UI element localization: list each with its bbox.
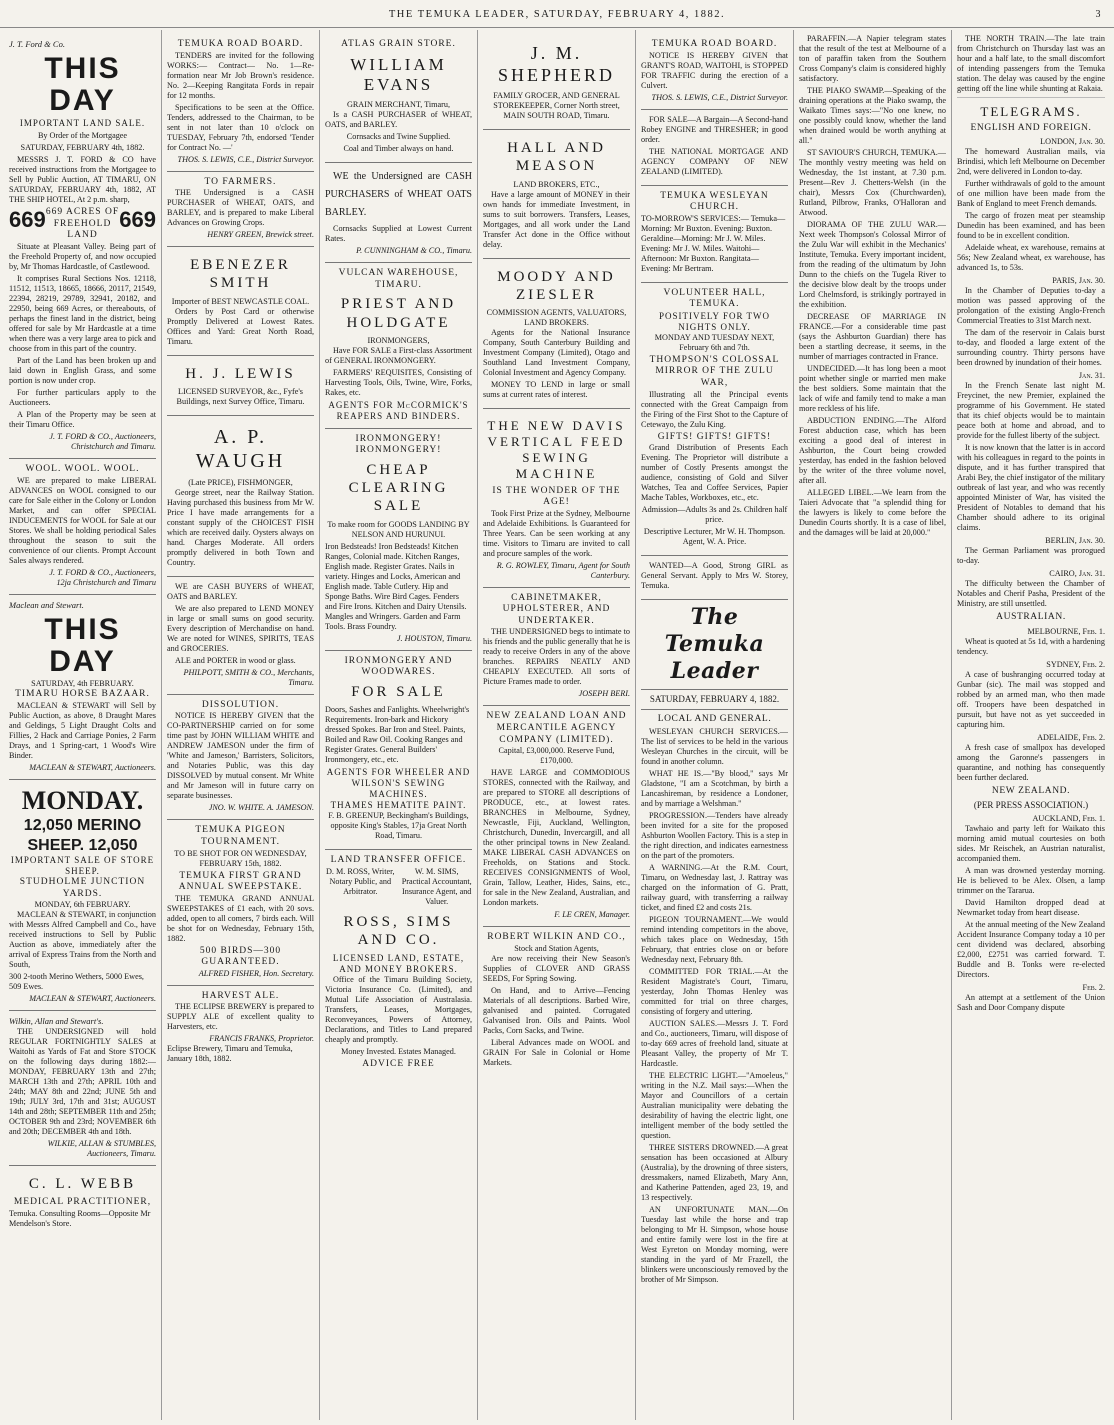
telegrams-heading: TELEGRAMS. <box>980 104 1082 119</box>
ad-heading: CABINETMAKER, UPHOLSTERER, AND UNDERTAKER. <box>502 592 611 626</box>
ad-body: Coal and Timber always on hand. <box>343 144 454 154</box>
news-item: Adelaide wheat, ex warehouse, remains at 56s; New Zealand wheat, ex warehouse, has advanced 1s, to 53s. <box>957 243 1105 273</box>
news-item: A WARNING.—At the R.M. Court, Timaru, on Wednesday last, J. Rattray was charged on the information of G. Pratt, railway guard, with transferring a railway ticket, and fined £2 and costs 21s. <box>641 863 788 913</box>
ad-date: SATURDAY, FEBRUARY 4th, 1882. <box>20 143 145 153</box>
ad-subheading: THAMES HEMATITE PAINT. <box>330 800 467 811</box>
ad-ebenezer <box>167 247 314 356</box>
ad-body: On Hand, and to Arrive—Fencing Materials of all descriptions. Barbed Wire, galvanised and painted. Corrugated Galvanised Iron. Oils and Paints. Wool Packs, Corn Sacks, and Twine. <box>483 985 630 1035</box>
news-item: WESLEYAN CHURCH SERVICES.—The list of services to be held in the various Wesleyan Churches in the circuit, will be found in another column. <box>641 727 788 767</box>
ad-name: THE NEW DAVIS VERTICAL FEED SEWING MACHINE <box>487 418 626 481</box>
ad-body: Money Invested. Estates Managed. <box>341 1047 456 1057</box>
dateline: BERLIN, Jan. 30. <box>1045 536 1105 546</box>
ad-signature: THOS. S. LEWIS, C.E., District Surveyor. <box>177 154 314 164</box>
ad-subheading: TIMARU HORSE BAZAAR. <box>15 689 150 699</box>
ad-body: Temuka. Consulting Rooms—Opposite Mr Mendelson's Store. <box>9 1208 151 1228</box>
news-item: ALLEGED LIBEL.—We learn from the Taieri Advocate that "a splendid thing for the lawyers is likely to come before the Dunedin Courts shortly. It is a case of libel, and the damages will be laid at 20,000." <box>799 488 946 537</box>
news-item: THREE SISTERS DROWNED.—A great sensation has been occasioned at Albury (Australia), by the drowning of three sisters, dressmakers, named Elizabeth, Mary Ann, and Katherine Pattenden, aged 23, 19, and 13 respectively. <box>641 1143 788 1203</box>
ad-name: WILLIAM EVANS <box>350 54 447 95</box>
ad-heading: WE are CASH BUYERS of WHEAT, OATS and BARLEY. <box>167 581 314 601</box>
ad-clearing-sale <box>325 429 472 651</box>
ad-subheading: THOMPSON'S COLOSSAL MIRROR OF THE ZULU WAR, <box>649 354 780 388</box>
dateline: CAIRO, Jan. 31. <box>1049 569 1105 579</box>
ad-merino-sale <box>9 780 156 1012</box>
ad-body: TO BE SHOT FOR ON WEDNESDAY, FEBRUARY 15th, 1882. <box>174 848 307 868</box>
news-item: It is now known that the latter is in accord with his colleagues in regard to the points in dispute, and it has further transpired that Arabi Bey, the chief instigator of the military outbreak of last year, and who was recently appointed Minister of War, has visited the President of Notables to demand that his Chamber should adhere to its original claims. <box>957 443 1105 533</box>
ad-body: A Plan of the Property may be seen at their Timaru Office. <box>9 410 156 430</box>
ad-subheading: COMMISSION AGENTS, VALUATORS, LAND BROKERS. <box>486 308 627 328</box>
divider <box>641 709 788 710</box>
ad-subheading: (Late PRICE), FISHMONGER, <box>188 477 293 487</box>
dateline: PARIS, Jan. 30. <box>1052 276 1105 286</box>
ad-vulcan <box>325 263 472 429</box>
dateline: LONDON, Jan. 30. <box>1040 137 1105 147</box>
ad-signature: J. T. FORD & CO., Auctioneers, <box>49 432 156 442</box>
partners-row <box>325 867 472 909</box>
ad-body: THE TEMUKA GRAND ANNUAL SWEEPSTAKES of £1 each, with 20 sovs. added, open to all comers, 7 birds each. Will be shot for on Wednesday, February 15th, 1882. <box>167 893 314 943</box>
ad-subheading: IS THE WONDER OF THE AGE! <box>492 485 621 508</box>
ad-subheading: IRONMONGERS, <box>367 335 430 345</box>
news-item: PARAFFIN.—A Napier telegram states that the result of the test at Melbourne of a ton of paraffin taken from the Southern Cross Company's claim is considered highly satisfactory. <box>799 34 946 83</box>
ad-body: THE NATIONAL MORTGAGE AND AGENCY COMPANY OF NEW ZEALAND (LIMITED). <box>641 146 788 176</box>
ad-wilkin <box>483 927 630 1076</box>
news-item: WHAT HE IS.—"By blood," says Mr Gladstone, "I am a Scotchman, by birth a Lancashireman, by residence a Londoner, and by marriage a Welshman." <box>641 769 788 809</box>
ad-road-notice <box>641 34 788 110</box>
ad-body: Liberal Advances made on WOOL and GRAIN For Sale in Colonial or Home Markets. <box>483 1037 630 1067</box>
ad-farmers <box>167 172 314 248</box>
ad-for-sale <box>641 110 788 186</box>
ad-heading: VULCAN WAREHOUSE, TIMARU. <box>338 268 459 290</box>
masthead <box>0 0 1114 28</box>
ad-body: FARMERS' REQUISITES, Consisting of Harvesting Tools, Oils, Twine, Wire, Forks, Rakes, etc. <box>325 367 472 397</box>
dateline: MELBOURNE, Feb. 1. <box>1027 627 1105 637</box>
ad-subheading: AGENTS FOR McCORMICK'S REAPERS AND BINDERS. <box>328 399 469 421</box>
ad-body: TO-MORROW'S SERVICES:— Temuka—Morning: Mr Buxton. Evening: Buxton. Geraldine—Morning: Mr J. W. Miles. Evening: Mr J. W. Miles. Waitohi—Afternoon: Mr Buxton. Rangitata—Evening: Mr Bertram. <box>641 213 786 273</box>
ad-body: TENDERS are invited for the following WORKS:— Contract— No. 1—Re-formation near Mr Job Brown's residence. No. 2—Keeping Rangitata Fords in repair for 12 months. <box>167 50 314 100</box>
column-6 <box>794 30 952 1420</box>
news-item: In the Chamber of Deputies to-day a motion was passed approving of the prolongation of the existing Anglo-French Commercial Treaties to 31st March next. <box>957 286 1105 326</box>
section-heading: AUSTRALIAN. <box>996 612 1066 623</box>
ad-signature: PHILPOTT, SMITH & CO., Merchants, Timaru. <box>183 667 314 687</box>
ad-heading: TEMUKA WESLEYAN CHURCH. <box>660 190 769 213</box>
ad-signature: JNO. W. WHITE. A. JAMESON. <box>208 803 314 813</box>
news-item: DIORAMA OF THE ZULU WAR.—Next week Thompson's Colossal Mirror of the Zulu War will exhibit in the Mechanics' Institute, Temuka. Every important incident, from the reading of the ultimatum by John Dunn to the chiefs on the Tugela River to the decisive blow dealt by the troops under Lord Chelmsford, is strikingly portrayed in the exhibition. <box>799 220 946 309</box>
ad-name: C. L. WEBB <box>28 1175 137 1192</box>
ad-wesleyan <box>641 186 788 283</box>
section-heading: NEW ZEALAND. <box>991 786 1071 797</box>
ad-subheading: GRAIN MERCHANT, Timaru, <box>346 100 451 110</box>
ad-body: MONEY TO LEND in large or small sums at current rates of interest. <box>483 380 630 400</box>
ad-body: Are now receiving their New Season's Supplies of CLOVER AND GRASS SEEDS, For Spring Sowing. <box>483 953 630 983</box>
ad-road-board <box>167 34 314 172</box>
newspaper-title: The Temuka Leader <box>664 604 765 684</box>
news-item: AN UNFORTUNATE MAN.—On Tuesday last while the horse and trap belonging to Mr H. Simpson, whose house and entire family were lost in the fire at West Eyreton on Monday morning, were standing in the yard of Mr Frazell, the blinkers were unconsciously removed by the brother of Mr Simpson. <box>641 1205 788 1285</box>
news-item: UNDECIDED.—It has long been a moot point whether single or married men make the best soldiers. Some maintain that the lack of wife and family tend to make a man more reckless of his life. <box>799 364 946 413</box>
news-item: ST SAVIOUR'S CHURCH, TEMUKA.—The monthly vestry meeting was held on Wednesday, the 1st instant, at 7.30 p.m. Present—Rev J. Chetters-Welsh (in the chair), Messrs Cox (Churchwarden), Rutland, Pilbrow, Franks, O'Halloran and Atwood. <box>799 148 946 217</box>
ad-signature: HENRY GREEN, Brewick street. <box>207 230 314 240</box>
ad-body: WE are prepared to make LIBERAL ADVANCES on WOOL consigned to our care for Sale either in the Colony or London Market, and can offer SPECIAL INDUCEMENTS for WOOL for Sale at our Stores. We shall be holding periodical Sales throughout the season to suit the convenience of our clients. Prompt Account Sales always rendered. <box>9 475 156 565</box>
news-item: Tawhaio and party left for Waikato this morning amid mutual courtesies on both sides. Mr Reischek, an Austrian naturalist, accompanied them. <box>957 823 1105 863</box>
ad-body: D. M. ROSS, Writer, Notary Public, and Arbitrator. <box>325 866 395 896</box>
ad-head: Wilkin, Allan and Stewart's. <box>9 1016 104 1027</box>
ad-subheading: 500 BIRDS—300 GUARANTEED. <box>199 945 282 968</box>
ad-webb <box>9 1166 156 1237</box>
ad-harvest <box>167 986 314 1073</box>
ad-atlas <box>325 34 472 163</box>
ad-body: Descriptive Lecturer, Mr W. H. Thompson. Agent, W. A. Price. <box>643 527 786 547</box>
section-heading: ENGLISH AND FOREIGN. <box>970 122 1092 133</box>
ad-heading: TEMUKA ROAD BOARD. <box>651 39 778 49</box>
ad-moody-ziesler <box>483 259 630 410</box>
ad-maclean-bazaar <box>9 595 156 780</box>
ad-tournament <box>167 820 314 985</box>
ad-body: Specifications to be seen at the Office. Tenders, addressed to the Chairman, to be sent in not later than 10 o'clock on TUESDAY, February 7th, endorsed 'Tender for Contract No. —' <box>167 102 314 152</box>
ad-body: To make room for GOODS LANDING BY NELSON AND HURUNUI. <box>327 519 470 539</box>
merino-heading: 12,050 MERINO SHEEP. 12,050 <box>23 817 142 854</box>
ad-body: THE Undersigned is a CASH PURCHASER of WHEAT, OATS, and BARLEY, and is prepared to make Liberal Advances on Growing Crops. <box>167 188 314 228</box>
this-day-heading: THIS DAY <box>44 613 121 678</box>
news-item: Further withdrawals of gold to the amount of one million have been made from the Bank of England to meet French demands. <box>957 179 1105 209</box>
dateline: AUCKLAND, Feb. 1. <box>1032 813 1105 823</box>
ad-body: FAMILY GROCER, AND GENERAL STOREKEEPER, Corner North street, MAIN SOUTH ROAD, Timaru. <box>493 90 620 120</box>
news-item: COMMITTED FOR TRIAL.—At the Resident Magistrate's Court, Timaru, yesterday, John Thomas Henley was committed for trial on three charges, consisting of forgery and uttering. <box>641 967 788 1017</box>
ad-wool <box>9 459 156 595</box>
section-heading: LOCAL AND GENERAL. <box>657 713 772 724</box>
ad-signature: ALFRED FISHER, Hon. Secretary. <box>198 968 314 978</box>
ad-body: Took First Prize at the Sydney, Melbourne and Adelaide Exhibitions. Is Guaranteed for Three Years. Can be seen working at any time. Visitors to Timaru are invited to call and procure samples of the work. <box>483 508 630 558</box>
ad-signature: J. T. FORD & CO., Auctioneers, <box>49 567 156 577</box>
ad-cabinetmaker <box>483 588 630 707</box>
news-item: David Hamilton dropped dead at Newmarket today from heart disease. <box>957 897 1105 917</box>
ad-dissolution <box>167 695 314 821</box>
ad-body: For further particulars apply to the Auctioneers. <box>9 388 156 408</box>
ad-heading: ADVICE FREE <box>362 1059 435 1070</box>
ad-body: NOTICE IS HEREBY GIVEN that the CO-PARTNERSHIP carried on for some time past by JOHN WILLIAM WHITE and ANDREW JAMESON under the firm of 'White and Jameson,' Barristers, Solicitors, and Notaries Public, was this day DISSOLVED by mutual consent. Mr White and Mr Jameson will in future carry on separate businesses. <box>167 711 314 801</box>
ad-name: FOR SALE <box>351 683 446 700</box>
masthead-title: THE TEMUKA LEADER, SATURDAY, FEBRUARY 4, 1882. <box>388 9 726 20</box>
news-item: AUCTION SALES.—Messrs J. T. Ford and Co., auctioneers, Timaru, will dispose of to-day 669 acres of freehold land, situate at Pleasant Valley, the property of Mr T. Hardcastle. <box>641 1019 788 1069</box>
ad-signature: P. CUNNINGHAM & CO., Timaru. <box>356 246 472 256</box>
news-item: The homeward Australian mails, via Brindisi, which left Melbourne on December 2nd, were delivered in London to-day. <box>957 147 1105 177</box>
column-3 <box>320 30 478 1420</box>
ad-head: J. T. Ford & Co. <box>9 39 65 49</box>
ad-heading: IRONMONGERY AND WOODWARES. <box>344 655 453 678</box>
ad-address: 12ja Christchurch and Timaru <box>56 577 156 587</box>
ad-lewis <box>167 356 314 416</box>
ad-body: FOR SALE—A Bargain—A Second-hand Robey ENGINE and THRESHER; in good order. <box>641 114 788 144</box>
ad-body: F. B. GREENUP, Beckingham's Buildings, opposite King's Stables, 17ja Great North Road, Timaru. <box>328 811 469 841</box>
dateline: Jan. 31. <box>1078 371 1105 381</box>
ad-body: It comprises Rural Sections Nos. 12118, 11512, 11513, 18665, 18666, 20117, 21549, 22394, 28219, 29789, 32941, 20182, and 22950, being 669 Acres, or thereabouts, of perhaps the finest land in the district, being offered for sale by Mr Hardcastle at a time when there was a very large area to pick and choose from in this part of the country. <box>9 274 156 354</box>
ad-cunningham <box>325 163 472 263</box>
ad-signature: R. G. ROWLEY, Timaru, Agent for South Canterbury. <box>496 560 630 580</box>
ad-waugh <box>167 416 314 577</box>
ad-name: H. J. LEWIS <box>185 365 296 382</box>
acres-number: 669 <box>9 207 46 233</box>
column-5 <box>636 30 794 1420</box>
ad-ford-land-sale <box>9 34 156 459</box>
divider <box>957 97 1105 98</box>
news-item: DECREASE OF MARRIAGE IN FRANCE.—For a considerable time past (says the Ashburton Guardian) there has been a startling decrease, it seems, in the number of marriages contracted in France. <box>799 312 946 361</box>
ad-body: Is a CASH PURCHASER of WHEAT, OATS, and BARLEY. <box>325 110 472 130</box>
ad-hall-meason <box>483 130 630 259</box>
acres-row <box>9 207 156 242</box>
ad-body: THE ECLIPSE BREWERY is prepared to SUPPLY ALE of excellent quality to Harvesters, etc. <box>167 1002 314 1032</box>
divider <box>641 689 788 690</box>
ad-name: MOODY AND ZIESLER <box>497 268 616 303</box>
ad-subheading: Stock and Station Agents, <box>514 943 599 953</box>
ad-head: Maclean and Stewart. <box>9 599 84 610</box>
news-item: The difficulty between the Chamber of Notables and Cherif Pasha, President of the Ministry, are still unsettled. <box>957 579 1105 609</box>
news-item: An attempt at a settlement of the Union Sash and Door Company dispute <box>957 992 1105 1012</box>
ad-heading: ATLAS GRAIN STORE. <box>341 39 456 49</box>
ad-subheading: Importer of BEST NEWCASTLE COAL. <box>171 296 310 306</box>
ad-body: THE UNDERSIGNED will hold REGULAR FORTNIGHTLY SALES at Waitohi as Yards of Fat and Store STOCK on the following days during 1882:— MONDAY, FEBRUARY 13th and 27th; MARCH 13th and 27th; APRIL 10th and 24th; MAY 8th and 22nd; JUNE 5th and 19th; JULY 3rd, 17th and 31st; AUGUST 14th and 28th; SEPTEMBER 11th and 25th; OCTOBER 9th and 23rd; NOVEMBER 6th and 20th; DECEMBER 4th and 18th. <box>9 1026 156 1136</box>
ad-body: Doors, Sashes and Fanlights. Wheelwright's Requirements. Iron-bark and Hickory dressed Spokes. Bar Iron and Steel. Paints, Boiled and Raw Oil. Cooking Ranges and Register Grates. General Builders' Ironmongery, etc., etc. <box>325 705 470 765</box>
ad-subheading: STUDHOLME JUNCTION YARDS. <box>19 877 146 899</box>
ad-subheading: IMPORTANT LAND SALE. <box>19 118 146 129</box>
ad-heading: WOOL. WOOL. WOOL. <box>25 464 140 475</box>
dateline: SYDNEY, Feb. 2. <box>1046 660 1105 670</box>
news-item: The German Parliament was prorogued to-day. <box>957 546 1105 566</box>
ad-address: Christchurch and Timaru. <box>71 442 156 452</box>
ad-date: MONDAY, 6th FEBRUARY. <box>34 900 131 910</box>
ad-woodwares <box>325 651 472 850</box>
ad-body: HAVE LARGE and COMMODIOUS STORES, connected with the Railway, and are prepared to STORE all descriptions of PRODUCE, etc., at lowest rates. BRANCHES in Melbourne, Sydney, Newcastle, Fiji, Auckland, Wellington, Christchurch, Dunedin, Invercargill, and all the other principal towns in New Zealand. MAKE LIBERAL CASH ADVANCES on Freeholds, on Stations and Stock. RECEIVES CONSIGNMENTS of Wool, Grain, Tallow, Leather, Hides, Sains, etc., for sale in the New Zealand, Australian, and London markets. <box>483 768 630 908</box>
column-1 <box>4 30 162 1420</box>
news-item: At the annual meeting of the New Zealand Accident Insurance Company today a 10 per cent dividend was declared, absorbing £2,000, £2751 was carried forward. T. Buddle and B. Tonks were re-elected Directors. <box>957 919 1105 979</box>
ad-wanted <box>641 556 788 600</box>
ad-heading: LAND TRANSFER OFFICE. <box>330 855 467 866</box>
ad-signature: WILKIE, ALLAN & STUMBLES, Auctioneers, Timaru. <box>47 1138 156 1158</box>
ad-nz-loan <box>483 706 630 927</box>
ad-subheading: IMPORTANT SALE OF STORE SHEEP. <box>10 855 155 877</box>
acres-number: 669 <box>119 207 156 233</box>
news-item: ABDUCTION ENDING.—The Alford Forest abduction case, which has been exciting a good deal of interest in Ashburton, the Court being crowded yesterday, has ended in the fashion beloved by the writer of the three volume novel, after all. <box>799 416 946 485</box>
ad-heading: TEMUKA PIGEON TOURNAMENT. <box>195 825 286 847</box>
ad-body: Eclipse Brewery, Timaru and Temuka, January 18th, 1882. <box>167 1044 293 1064</box>
news-item: THE PIAKO SWAMP.—Speaking of the draining operations at the Piako swamp, the Waikato Times says:—"No one knew, no one possibly could know, whether the land when drained would be worth anything at all." <box>799 86 946 145</box>
news-item: The dam of the reservoir in Calais burst to-day, and flooded a large extent of the surrounding country. Thirty persons have been drowned by inundation of their homes. <box>957 328 1105 368</box>
ad-heading: NEW ZEALAND LOAN AND MERCANTILE AGENCY COMPANY (LIMITED). <box>486 711 627 745</box>
ad-body: Situate at Pleasant Valley. Being part of the Freehold Property of, and now occupied by, Mr Thomas Hardcastle, of Castlewood. <box>9 242 156 272</box>
column-7 <box>952 30 1110 1420</box>
ad-name: CHEAP CLEARING SALE <box>348 461 449 515</box>
ad-body: THE UNDERSIGNED begs to intimate to his friends and the public generally that he is ready to receive Orders in any of the above branches. REPAIRS NEATLY AND CHEAPLY EXECUTED. All sorts of Picture Frames made to order. <box>483 627 630 687</box>
ad-name: J. M. SHEPHERD <box>497 43 615 85</box>
ad-date: SATURDAY, 4th FEBRUARY. <box>31 679 134 688</box>
ad-wilkie <box>9 1011 156 1165</box>
ad-subheading: LAND BROKERS, ETC., <box>513 179 600 189</box>
acres-label: 669 ACRES OF FREEHOLD LAND <box>45 207 120 241</box>
ad-body: Orders by Post Card or otherwise Promptly Delivered at Lowest Rates. Offices and Yard: Great North Road, Timaru. <box>167 306 314 346</box>
ad-body: Cornsacks and Twine Supplied. <box>346 132 451 142</box>
news-item: THE ELECTRIC LIGHT.—"Amoeleus," writing in the N.Z. Mail says:—When the Mayor and Councillors of a certain Australian municipality were debating the desirability of having the electric light, one intelligent member of the body settled the question. <box>641 1071 788 1141</box>
columns <box>4 30 1110 1420</box>
ad-body: Have FOR SALE a First-class Assortment of GENERAL IRONMONGERY. <box>325 345 472 365</box>
ad-body: Grand Distribution of Presents Each Evening. The Proprietor will distribute a number of Costly Presents amongst the audience, consisting of Gold and Silver Watches, Tea and Coffee Services, Papier Mache Tables, Workboxes, etc., etc. <box>641 443 788 503</box>
ad-shepherd <box>483 34 630 130</box>
ad-body: ALE and PORTER in wood or glass. <box>175 655 296 665</box>
ad-davis <box>483 409 630 588</box>
ad-body: Have a large amount of MONEY in their own hands for immediate Investment, in sums to suit borrowers. Transfers, Leases, Mortgages, and all work under the Land Transfer Act done in the Office without delay. <box>483 189 630 249</box>
news-item: The cargo of frozen meat per steamship Dunedin has been examined, and has been found to be in excellent condition. <box>957 211 1105 241</box>
dateline: ADELAIDE, Feb. 2. <box>1037 733 1105 743</box>
news-item: PIGEON TOURNAMENT.—We would remind intending competitors in the above, which takes place on Wednesday, 15th February, that entries close on or before Wednesday next, February 8th. <box>641 915 788 965</box>
news-item: In the French Senate last night M. Freycinet, the new Premier, explained the programme of his Government. He stated that its chief objects would be to maintain peace both at home and abroad, and to provide for the fullest liberty of the subject. <box>957 381 1105 441</box>
ad-body: MESSRS J. T. FORD & CO have received instructions from the Mortgagee to Sell by Public Auction, AT TIMARU, ON SATURDAY, FEBRUARY 4th, 1882, AT THE SHIP HOTEL, At 2 p.m. sharp, <box>9 155 156 205</box>
column-4 <box>478 30 636 1420</box>
ad-body: George street, near the Railway Station. Having purchased this business from Mr W. Price I have made arrangements for a constant supply of the CHOICEST FISH which are received daily. Oysters always on hand. Charges Moderate. All orders promptly delivered in both Town and Country. <box>167 487 314 567</box>
ad-body: Office of the Timaru Building Society, Victoria Insurance Co. (Limited), and Mutual Life Association of Australasia. Transfers, Leases, Mortgages, Reconveyances, Powers of Attorney, Declarations, and Titles to Land prepared cheaply and promptly. <box>325 975 472 1045</box>
ad-heading: DISSOLUTION. <box>201 699 280 710</box>
ad-body: MONDAY AND TUESDAY NEXT, February 6th and 7th. <box>654 332 775 352</box>
column-2 <box>162 30 320 1420</box>
ad-name: A. P. WAUGH <box>195 426 286 473</box>
dateline: Feb. 2. <box>1082 982 1105 992</box>
ad-body: Admission—Adults 3s and 2s. Children half price. <box>641 505 788 525</box>
ad-subheading: LICENSED LAND, ESTATE, AND MONEY BROKERS. <box>332 953 465 975</box>
ad-subheading: AGENTS FOR WHEELER AND WILSON'S SEWING MACHINES. <box>326 767 471 800</box>
ad-name: HALL AND MEASON <box>507 139 606 175</box>
ad-body: Agents for the National Insurance Company, South Canterbury Building and Investment Company (Limited), Otago and Southland Land Investment Company, Colonial Investment and Agency Company. <box>483 328 630 378</box>
ad-cash-buyers <box>167 577 314 695</box>
news-item: PROGRESSION.—Tenders have already been invited for a site for the proposed Ashburton Woollen Factory. This is a step in the right direction, and indicates earnestness on the part of the promoters. <box>641 811 788 861</box>
page-number: 3 <box>1095 9 1102 20</box>
ad-body: MACLEAN & STEWART will Sell by Public Auction, as above, 8 Draught Mares and Geldings, 5 Light Draught Colts and Fillies, 2 Hack and Carriage Ponies, 2 Farm Drays, and 1 Spring-cart, 1 Wood's Wire Binder. <box>9 700 156 760</box>
press-association: (PER PRESS ASSOCIATION.) <box>973 799 1089 810</box>
ad-signature: THOS. S. LEWIS, C.E., District Surveyor. <box>651 92 788 102</box>
ad-heading: HARVEST ALE. <box>201 990 280 1001</box>
ad-text: By Order of the Mortgagee <box>37 131 128 141</box>
ad-subheading: TEMUKA FIRST GRAND ANNUAL SWEEPSTAKE. <box>178 870 303 893</box>
ad-land-transfer <box>325 850 472 1077</box>
ad-body: NOTICE IS HEREBY GIVEN that GRANT'S ROAD, WAITOHI, is STOPPED FOR TRAFFIC during the erection of a Culvert. <box>641 50 788 90</box>
news-item: A case of bushranging occurred today at Gunbar (sic). The mail was stopped and robbed by an armed man, who then made off. Troopers have been despatched in pursuit, but have not as yet succeeded in capturing him. <box>957 670 1105 730</box>
monday-heading: MONDAY. <box>21 785 144 815</box>
ad-body: MACLEAN & STEWART, in conjunction with Messrs Alfred Campbell and Co., have received instructions to Sell by Public Auction as above, immediately after the arrival of Express Trains from the North and South, <box>9 910 156 970</box>
ad-subheading: MEDICAL PRACTITIONER, <box>13 1197 152 1208</box>
ad-body: WANTED—A Good, Strong GIRL as General Servant. Apply to Mrs W. Storey, Temuka. <box>641 561 788 591</box>
ad-name: PRIEST AND HOLDGATE <box>340 296 457 331</box>
ad-body: 300 2-tooth Merino Wethers, 5000 Ewes, 509 Ewes. <box>9 972 144 992</box>
ad-signature: F. LE CREN, Manager. <box>554 910 630 920</box>
ad-zulu-war <box>641 283 788 556</box>
ad-signature: MACLEAN & STEWART, Auctioneers. <box>29 762 156 772</box>
news-item: THE NORTH TRAIN.—The late train from Christchurch on Thursday last was an hour and a half late, to the small discomfort of intending passengers from the Temuka station. The delay was caused by the engine getting off the line while shunting at Rakaia. <box>957 34 1105 93</box>
ad-heading: TEMUKA ROAD BOARD. <box>177 39 304 49</box>
ad-body: W. M. SIMS, Practical Accountant, Insurance Agent, and Valuer. <box>401 866 472 906</box>
ad-subheading: POSITIVELY FOR TWO NIGHTS ONLY. <box>658 310 771 332</box>
ad-heading: TO FARMERS. <box>204 176 277 187</box>
ad-body: Iron Bedsteads! Iron Bedsteads! Kitchen Ranges, Colonial made. Kitchen Ranges, English made. Register Grates. Nails in variety. Hinges and Locks, American and English made. Table Cutlery. Hip and Sponge Baths. Wire Bird Cages. Fenders and Fire Irons. Kitchen and Dairy Utensils. Mangles and Wringers. Garden and Farm Tools. Brass Foundry. <box>325 541 467 631</box>
ad-body: WE the Undersigned are CASH PURCHASERS of WHEAT OATS BARLEY. <box>325 171 472 219</box>
ad-name: ROSS, SIMS AND CO. <box>343 913 454 948</box>
ad-body: We are also prepared to LEND MONEY in large or small sums on good security. Every description of Merchandise on hand. We are noted for WINES, SPIRITS, TEAS and GROCERIES. <box>167 603 314 653</box>
ad-subheading: GIFTS! GIFTS! GIFTS! <box>657 431 772 442</box>
ad-heading: ROBERT WILKIN AND CO., <box>487 932 626 943</box>
ad-body: Illustrating all the Principal events connected with the Great Campaign from the Firing of the First Shot to the Capture of Cetewayo, the Zulu King. <box>641 389 788 429</box>
news-item: Wheat is quoted at 5s 1d, with a hardening tendency. <box>957 637 1105 657</box>
ad-signature: FRANCIS FRANKS, Proprietor. <box>209 1034 314 1044</box>
ad-name: EBENEZER SMITH <box>190 257 291 292</box>
ad-body: LICENSED SURVEYOR, &c., Fyfe's Buildings, next Survey Office, Timaru. <box>176 387 305 407</box>
ad-heading: VOLUNTEER HALL, TEMUKA. <box>663 287 766 310</box>
ad-signature: J. HOUSTON, Timaru. <box>396 633 472 643</box>
news-item: A fresh case of smallpox has developed among the Garonne's passengers in quarantine, and nothing has consequently been further declared. <box>957 743 1105 783</box>
issue-date: SATURDAY, FEBRUARY 4, 1882. <box>649 693 780 704</box>
ad-body: Capital, £3,000,000. Reserve Fund, £170,000. <box>498 746 615 766</box>
ad-signature: JOSEPH BERI. <box>578 689 630 699</box>
ad-body: Part of the Land has been broken up and laid down in English Grass, and some portion is now under crop. <box>9 356 156 386</box>
ad-heading: IRONMONGERY! IRONMONGERY! <box>355 433 442 456</box>
ad-body: Cornsacks Supplied at Lowest Current Rates. <box>325 224 472 244</box>
this-day-heading: THIS DAY <box>44 52 121 117</box>
ad-signature: MACLEAN & STEWART, Auctioneers. <box>29 994 156 1004</box>
news-item: A man was drowned yesterday morning. He is believed to be Alex. Olsen, a lamp trimmer on the Tararua. <box>957 865 1105 895</box>
